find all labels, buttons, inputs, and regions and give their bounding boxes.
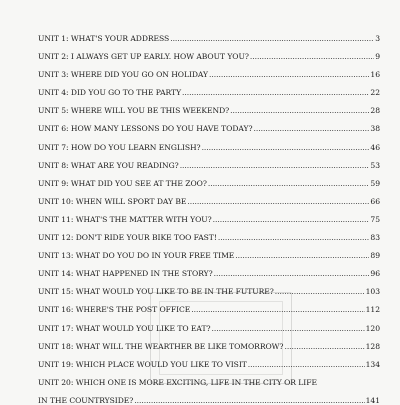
toc-entry-unit-5[interactable] xyxy=(38,106,380,115)
toc-entry-unit-3[interactable] xyxy=(38,70,380,79)
toc-entry-title-line2: IN THE COUNTRYSIDE? xyxy=(38,395,134,405)
toc-entry-title: UNIT 16: WHERE'S THE POST OFFICE xyxy=(38,305,191,315)
toc-entry-title-line2-row xyxy=(38,396,380,405)
toc-leader-dots xyxy=(187,197,369,206)
toc-leader-dots xyxy=(180,161,370,170)
toc-entry-title: UNIT 4: DID YOU GO TO THE PARTY xyxy=(38,88,182,98)
toc-entry-title: UNIT 14: WHAT HAPPENED IN THE STORY? xyxy=(38,269,213,279)
toc-entry-title: UNIT 19: WHICH PLACE WOULD YOU LIKE TO VISIT xyxy=(38,359,247,369)
toc-entry-unit-10[interactable] xyxy=(38,197,380,206)
toc-entry-unit-15[interactable] xyxy=(38,287,380,296)
toc-entry-unit-20[interactable] xyxy=(38,378,380,405)
toc-page-number: 22 xyxy=(370,88,380,98)
toc-entry-unit-18[interactable] xyxy=(38,342,380,351)
toc-entry-title: UNIT 18: WHAT WILL THE WEARTHER BE LIKE TOMORROW? xyxy=(38,341,284,351)
toc-leader-dots xyxy=(254,124,370,133)
toc-page-number: 38 xyxy=(370,124,380,134)
toc-page-number: 3 xyxy=(375,34,380,43)
toc-entry-unit-19[interactable] xyxy=(38,360,380,369)
toc-entry-unit-4[interactable] xyxy=(38,88,380,97)
table-of-contents xyxy=(38,34,380,405)
toc-entry-title: UNIT 10: WHEN WILL SPORT DAY BE xyxy=(38,196,187,206)
toc-leader-dots xyxy=(248,360,365,369)
toc-page-number: 134 xyxy=(365,359,380,369)
toc-page-number: 112 xyxy=(365,305,380,315)
toc-entry-unit-17[interactable] xyxy=(38,324,380,333)
toc-entry-unit-14[interactable] xyxy=(38,269,380,278)
toc-leader-dots xyxy=(275,287,365,296)
toc-leader-dots xyxy=(212,324,365,333)
toc-entry-unit-9[interactable] xyxy=(38,179,380,188)
toc-page-number: 28 xyxy=(370,106,380,116)
toc-entry-title: UNIT 12: DON'T RIDE YOUR BIKE TOO FAST! xyxy=(38,233,217,243)
toc-entry-title: UNIT 11: WHAT'S THE MATTER WITH YOU? xyxy=(38,214,212,224)
toc-entry-title: UNIT 17: WHAT WOULD YOU LIKE TO EAT? xyxy=(38,323,211,333)
toc-entry-unit-6[interactable] xyxy=(38,124,380,133)
toc-leader-dots xyxy=(214,269,370,278)
toc-page-number: 103 xyxy=(365,287,380,297)
toc-leader-dots xyxy=(218,233,370,242)
toc-entry-title: UNIT 9: WHAT DID YOU SEE AT THE ZOO? xyxy=(38,178,207,188)
toc-page-number: 96 xyxy=(370,269,380,279)
toc-leader-dots xyxy=(250,52,374,61)
toc-entry-title: UNIT 5: WHERE WILL YOU BE THIS WEEKEND? xyxy=(38,106,230,116)
toc-leader-dots xyxy=(208,179,370,188)
toc-page-number: 141 xyxy=(365,395,380,405)
toc-leader-dots xyxy=(191,305,364,314)
toc-entry-title: UNIT 1: WHAT'S YOUR ADDRESS xyxy=(38,34,170,43)
toc-page-number: 89 xyxy=(370,251,380,261)
toc-leader-dots xyxy=(235,251,369,260)
toc-page-number: 59 xyxy=(370,178,380,188)
toc-leader-dots xyxy=(134,396,364,405)
toc-entry-unit-7[interactable] xyxy=(38,143,380,152)
toc-entry-unit-16[interactable] xyxy=(38,305,380,314)
toc-leader-dots xyxy=(202,143,370,152)
toc-entry-unit-1[interactable] xyxy=(38,34,380,43)
toc-leader-dots xyxy=(213,215,370,224)
toc-page-number: 16 xyxy=(370,70,380,80)
toc-entry-title: UNIT 7: HOW DO YOU LEARN ENGLISH? xyxy=(38,142,201,152)
toc-entry-title: UNIT 8: WHAT ARE YOU READING? xyxy=(38,160,179,170)
toc-entry-title: UNIT 13: WHAT DO YOU DO IN YOUR FREE TIME xyxy=(38,251,235,261)
toc-page-number: 53 xyxy=(370,160,380,170)
toc-page-number: 128 xyxy=(365,341,380,351)
toc-page-number: 46 xyxy=(370,142,380,152)
toc-entry-unit-13[interactable] xyxy=(38,251,380,260)
toc-entry-title: UNIT 6: HOW MANY LESSONS DO YOU HAVE TODAY? xyxy=(38,124,253,134)
faint-header-bleedthrough xyxy=(150,2,270,8)
toc-leader-dots xyxy=(284,342,364,351)
toc-leader-dots xyxy=(182,88,369,97)
toc-leader-dots xyxy=(230,106,369,115)
toc-entry-title: UNIT 2: I ALWAYS GET UP EARLY. HOW ABOUT YOU? xyxy=(38,52,249,62)
toc-page-number: 75 xyxy=(370,214,380,224)
toc-page-number: 9 xyxy=(375,52,380,62)
toc-entry-unit-11[interactable] xyxy=(38,215,380,224)
toc-entry-unit-2[interactable] xyxy=(38,52,380,61)
toc-leader-dots xyxy=(209,70,369,79)
toc-entry-unit-12[interactable] xyxy=(38,233,380,242)
toc-entry-title: UNIT 15: WHAT WOULD YOU LIKE TO BE IN THE FUTURE? xyxy=(38,287,274,297)
toc-page-number: 83 xyxy=(370,233,380,243)
toc-leader-dots xyxy=(170,34,374,43)
toc-page-number: 120 xyxy=(365,323,380,333)
toc-entry-title-line1: UNIT 20: WHICH ONE IS MORE EXCITING, LIFE IN THE CITY OR LIFE xyxy=(38,377,317,387)
toc-entry-title: UNIT 3: WHERE DID YOU GO ON HOLIDAY xyxy=(38,70,209,80)
toc-page-number: 66 xyxy=(370,196,380,206)
toc-entry-unit-8[interactable] xyxy=(38,161,380,170)
